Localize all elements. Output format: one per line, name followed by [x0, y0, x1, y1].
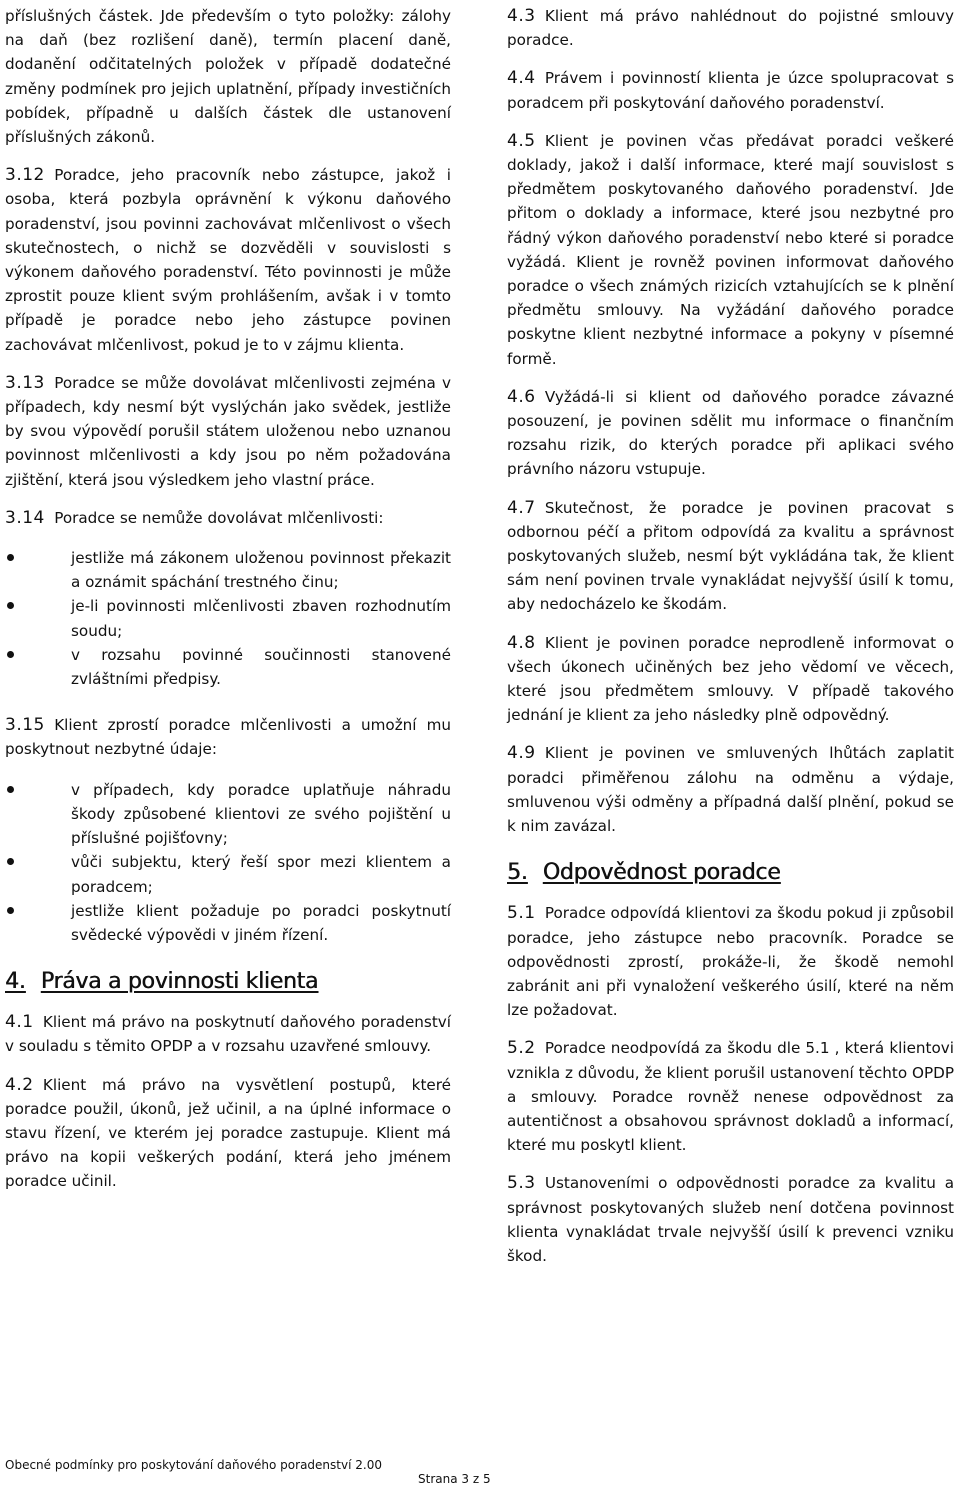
paragraph-4-4 — [507, 66, 954, 114]
paragraph-text: Klient je povinen poradce neprodleně informovat o všech úkonech učiněných bez jeho vědomí ve věcech, které jsou předmětem smlouvy. V případě takového jednání je klient za jeho následky plně odpovědný. — [507, 633, 954, 725]
paragraph-number: 5.2 — [507, 1038, 536, 1059]
paragraph-3-13 — [5, 371, 451, 492]
paragraph-text: Klient zprostí poradce mlčenlivosti a umožní mu poskytnout nezbytné údaje: — [5, 716, 451, 759]
paragraph-text: Poradce se může dovolávat mlčenlivosti zejména v případech, kdy nesmí být vyslýchán jako svědek, jestliže by svou výpovědí porušil státem uloženou nebo uznanou povinnost mlčenlivosti a kdy jsou po něm požadována zjištění, která jsou výsledkem jeho vlastní práce. — [5, 373, 451, 489]
paragraph-5-1 — [507, 901, 954, 1022]
paragraph-text: Skutečnost, že poradce je povinen pracovat s odbornou péčí a přitom odpovídá za kvalitu a správnost poskytovaných služeb, nesmí být vykládána tak, že klient sám není povinen trvale vynakládat nejvyšší úsilí k tomu, aby nedocházelo ke škodám. — [507, 498, 954, 614]
paragraph-number: 4.9 — [507, 743, 536, 764]
footer-page-number: Strana 3 z 5 — [418, 1472, 491, 1486]
section-title: Práva a povinnosti klienta — [40, 969, 319, 995]
paragraph-text: Poradce neodpovídá za škodu dle 5.1 , která klientovi vznikla z důvodu, že klient porušil ustanovení těchto OPDP a smlouvy. Poradce rovněž nenese odpovědnost za autentičnost a obsahovou správnost dokladů a informací, které mu poskytl klient. — [507, 1039, 954, 1155]
paragraph-4-6 — [507, 385, 954, 482]
paragraph-4-7 — [507, 496, 954, 617]
paragraph-text: Poradce, jeho pracovník nebo zástupce, jakož i osoba, která pozbyla oprávnění k výkonu daňového poradenství, jsou povinni zachovávat mlčenlivost o všech skutečnostech, o nichž se dozvěděli v souvislosti s výkonem daňového poradenství. Této povinnosti je může zprostit pouze klient svým prohlášením, avšak i v tomto případě je poradce nebo jeho zástupce povinen zachovávat mlčenlivost, pokud je to v zájmu klienta. — [5, 166, 451, 354]
section-number: 5. — [507, 860, 528, 886]
paragraph-5-3 — [507, 1171, 954, 1268]
paragraph-number: 5.3 — [507, 1173, 536, 1194]
list-item: jestliže klient požaduje po poradci poskytnutí svědecké výpovědi v jiném řízení. — [5, 899, 451, 947]
paragraph-number: 3.12 — [5, 165, 45, 186]
paragraph-number: 4.8 — [507, 632, 536, 653]
bullet-list-3-15 — [5, 778, 451, 947]
list-item: v případech, kdy poradce uplatňuje náhradu škody způsobené klientovi ze svého pojištění u příslušné pojišťovny; — [5, 778, 451, 851]
paragraph-4-2 — [5, 1073, 451, 1194]
paragraph-text: Klient má právo nahlédnout do pojistné smlouvy poradce. — [507, 7, 954, 50]
section-number: 4. — [5, 969, 26, 995]
paragraph-intro: příslušných částek. Jde především o tyto položky: zálohy na daň (bez rozlišení daně), termín placení daně, dodanění odčitatelných položek v případě dodatečné změny podmínek pro jejich uplatnění, případy investičních pobídek, případně u dalších částek dle ustanovení příslušných zákonů. — [5, 7, 451, 147]
section-heading-4 — [5, 969, 451, 994]
paragraph-4-3 — [507, 4, 954, 52]
list-item: je-li povinnosti mlčenlivosti zbaven rozhodnutím soudu; — [5, 594, 451, 642]
paragraph-text: Poradce odpovídá klientovi za škodu pokud ji způsobil poradce, jeho zástupce nebo pracovník. Poradce se odpovědnosti zprostí, prokáže-li, že škodě nemohl zabránit ani při vynaložení veškerého úsilí, které na něm lze požadovat. — [507, 904, 954, 1020]
paragraph-text: Klient má právo na vysvětlení postupů, které poradce použil, úkonů, jež učinil, a na úplné informace o stavu řízení, ve kterém jej poradce zastupuje. Klient má právo na kopii veškerých podání, která jeho jménem poradce učinil. — [5, 1075, 451, 1191]
paragraph-text: Klient je povinen včas předávat poradci veškeré doklady, jakož i další informace, které mají souvislost s předmětem poskytovaného daňového poradenství. Jde přitom o doklady a informace, které jsou nezbytné pro řádný výkon daňového poradenství nebo které si poradce vyžádá. Klient je rovněž povinen informovat daňového poradce o všech známých rizicích vztahujících se k plnění předmětu smlouvy. Na vyžádání daňového poradce poskytne klient nezbytné informace a pokyny v písemné formě. — [507, 131, 954, 368]
section-title: Odpovědnost poradce — [542, 860, 781, 886]
right-column — [507, 4, 954, 1282]
paragraph-number: 3.14 — [5, 507, 45, 528]
paragraph-5-2 — [507, 1036, 954, 1157]
paragraph-number: 4.7 — [507, 497, 536, 518]
list-item: jestliže má zákonem uloženou povinnost překazit a oznámit spáchání trestného činu; — [5, 546, 451, 594]
paragraph-text: Vyžádá-li si klient od daňového poradce závazné posouzení, je povinen sdělit mu informace o finančním rozsahu rizik, do kterých poradce při aplikaci svého právního názoru vstupuje. — [507, 387, 954, 479]
paragraph-number: 4.6 — [507, 386, 536, 407]
paragraph-4-5 — [507, 129, 954, 371]
paragraph-text: Klient je povinen ve smluvených lhůtách zaplatit poradci přiměřenou zálohu na odměnu a výdaje, smluvenou výši odměny a případná další plnění, pokud se k nim zavázal. — [507, 744, 954, 836]
paragraph-number: 5.1 — [507, 903, 536, 924]
paragraph-number: 4.2 — [5, 1074, 34, 1095]
paragraph-number: 4.5 — [507, 130, 536, 151]
paragraph-3-15 — [5, 713, 451, 761]
paragraph-number: 4.1 — [5, 1012, 34, 1033]
paragraph-4-1 — [5, 1010, 451, 1058]
paragraph-4-9 — [507, 741, 954, 838]
paragraph-3-12 — [5, 163, 451, 357]
paragraph-number: 4.3 — [507, 6, 536, 26]
section-heading-5 — [507, 860, 954, 885]
paragraph-number: 3.15 — [5, 715, 45, 736]
footer-document-title: Obecné podmínky pro poskytování daňového poradenství 2.00 — [5, 1458, 382, 1472]
paragraph-3-14 — [5, 506, 451, 530]
paragraph-number: 4.4 — [507, 68, 536, 89]
bullet-list-3-14 — [5, 546, 451, 691]
paragraph-text: Klient má právo na poskytnutí daňového poradenství v souladu s těmito OPDP a v rozsahu uzavřené smlouvy. — [5, 1013, 451, 1056]
left-column — [5, 4, 451, 1208]
list-item: vůči subjektu, který řeší spor mezi klientem a poradcem; — [5, 850, 451, 898]
paragraph-text: Ustanoveními o odpovědnosti poradce za kvalitu a správnost poskytovaných služeb není dotčena povinnost klienta vynakládat trvale nejvyšší úsilí k prevenci vzniku škod. — [507, 1174, 954, 1265]
list-item: v rozsahu povinné součinnosti stanovené zvláštními předpisy. — [5, 643, 451, 691]
paragraph-text: Poradce se nemůže dovolávat mlčenlivosti: — [54, 508, 384, 527]
paragraph-number: 3.13 — [5, 372, 45, 393]
paragraph-text: Právem i povinností klienta je úzce spolupracovat s poradcem při poskytování daňového poradenství. — [507, 69, 954, 112]
paragraph-4-8 — [507, 631, 954, 728]
